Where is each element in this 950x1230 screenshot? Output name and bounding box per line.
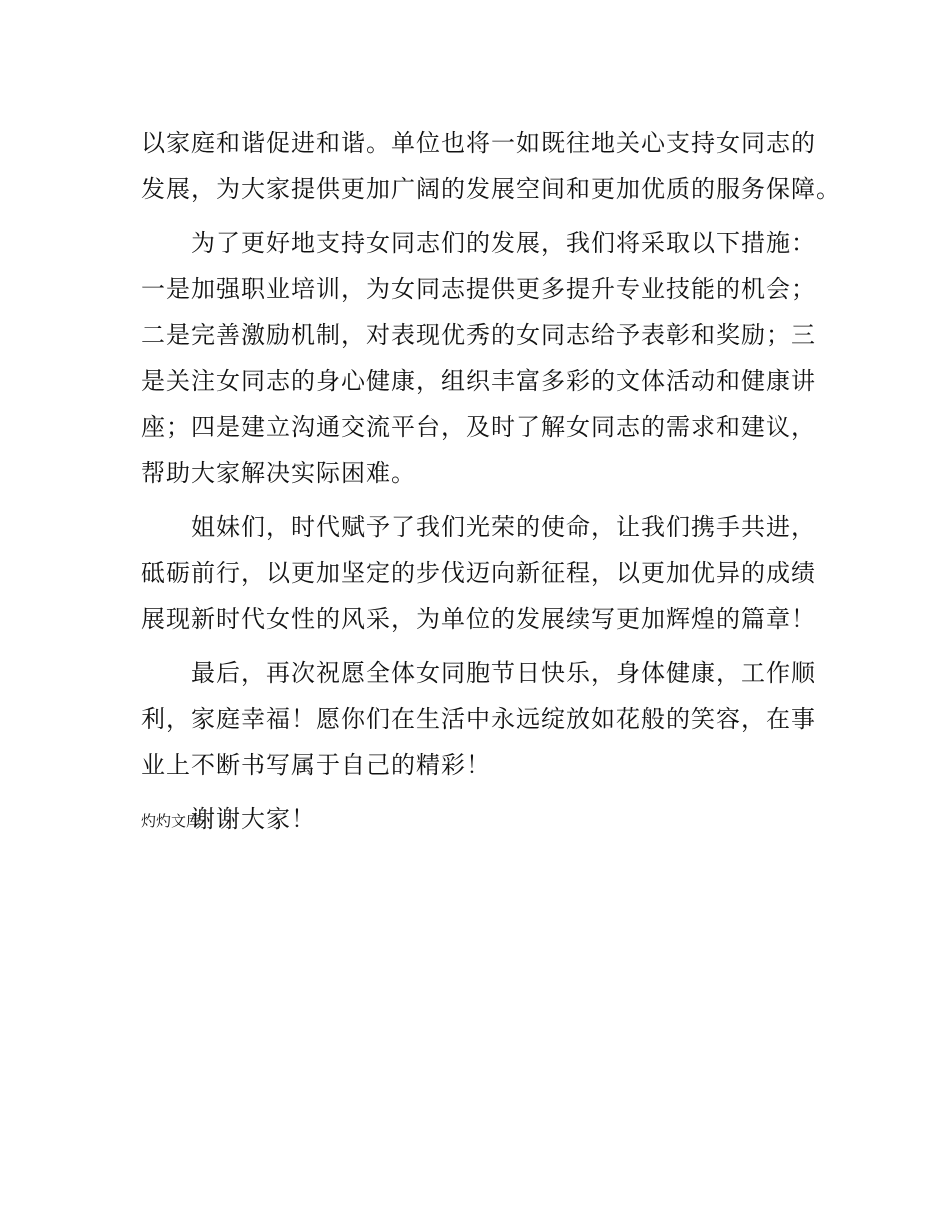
text-line: 利，家庭幸福！愿你们在生活中永远绽放如花般的笑容，在事 bbox=[141, 705, 816, 733]
text-line: 谢谢大家！ bbox=[191, 805, 316, 833]
paragraph-5 bbox=[141, 796, 821, 842]
document-body bbox=[141, 120, 841, 850]
paragraph-3 bbox=[141, 504, 821, 642]
text-line: 姐妹们，时代赋予了我们光荣的使命，让我们携手共进， bbox=[191, 513, 816, 541]
text-line: 座；四是建立沟通交流平台，及时了解女同志的需求和建议， bbox=[141, 413, 816, 441]
source-label: 灼灼文库 bbox=[141, 812, 202, 830]
paragraph-2 bbox=[141, 220, 821, 496]
text-line: 为了更好地支持女同志们的发展，我们将采取以下措施： bbox=[191, 229, 816, 257]
text-line: 是关注女同志的身心健康，组织丰富多彩的文体活动和健康讲 bbox=[141, 367, 816, 395]
paragraph-1 bbox=[141, 120, 841, 212]
text-line: 二是完善激励机制，对表现优秀的女同志给予表彰和奖励；三 bbox=[141, 321, 816, 349]
paragraph-4 bbox=[141, 650, 821, 788]
text-line: 帮助大家解决实际困难。 bbox=[141, 459, 416, 487]
text-line: 最后，再次祝愿全体女同胞节日快乐，身体健康，工作顺 bbox=[191, 659, 816, 687]
text-line: 业上不断书写属于自己的精彩！ bbox=[141, 751, 491, 779]
text-line: 展现新时代女性的风采，为单位的发展续写更加辉煌的篇章！ bbox=[141, 605, 816, 633]
text-line: 一是加强职业培训，为女同志提供更多提升专业技能的机会； bbox=[141, 275, 816, 303]
text-line: 发展，为大家提供更加广阔的发展空间和更加优质的服务保障。 bbox=[141, 175, 841, 203]
text-line: 以家庭和谐促进和谐。单位也将一如既往地关心支持女同志的 bbox=[141, 129, 816, 157]
text-line: 砥砺前行，以更加坚定的步伐迈向新征程，以更加优异的成绩 bbox=[141, 559, 816, 587]
